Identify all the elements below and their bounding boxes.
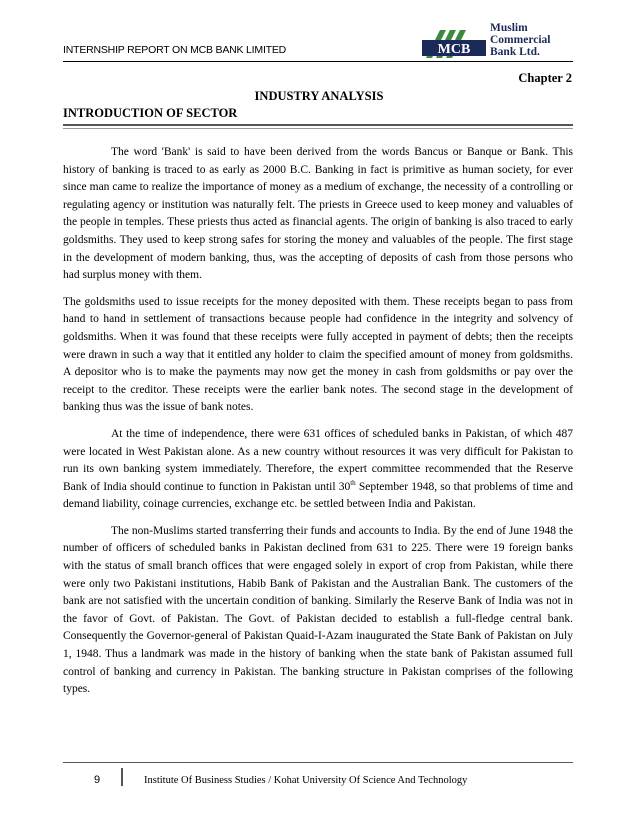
mcb-logo-mark-icon — [420, 20, 488, 64]
paragraph-3-part-2: September 1948, so that problems of time and demand liability, coinage currencies, exchange etc. be settled between India and Pakistan. — [63, 480, 573, 511]
paragraph-4: The non-Muslims started transferring their funds and accounts to India. By the end of June 1948 the number of officers of scheduled banks in Pakistan declined from 631 to 225. There were 19 foreign banks with the status of small branch offices that were engaged solely in export of crop from Pakistan, while there were only two Pakistani institutions, Habib Bank of Pakistan and the Australian Bank. The customers of the bank are not satisfied with the uncertain condition of banking. Similarly the Reserve Bank of India was not in the favor of Govt. of Pakistan. The Govt. of Pakistan decided to establish a full-fledge central bank. Consequently the Governor-general of Pakistan Quaid-I-Azam inaugurated the State Bank of Pakistan on July 1, 1948. Thus a landmark was made in the history of banking when the state bank of Pakistan assumed full control of banking and currency in Pakistan. The banking structure in Pakistan comprises of the following types. — [63, 524, 573, 696]
footer-divider — [121, 768, 123, 786]
footer-institution: Institute Of Business Studies / Kohat University Of Science And Technology — [144, 775, 468, 786]
paragraph-3-part-1: At the time of independence, there were 631 offices of scheduled banks in Pakistan, of which 487 were located in West Pakistan alone. As a new country without resources it was very difficult for Pakistan to run its own banking system immediately. Therefore, the expert committee recommended that the Reserve Bank of India should continue to function in Pakistan until 30 — [63, 427, 573, 493]
chapter-label: Chapter 2 — [518, 71, 572, 85]
subsection-rule-thin — [63, 128, 573, 129]
report-header-title: INTERNSHIP REPORT ON MCB BANK LIMITED — [63, 44, 287, 56]
section-title: INDUSTRY ANALYSIS — [254, 89, 384, 103]
page-number: 9 — [94, 774, 101, 786]
footer-rule — [63, 762, 573, 763]
ordinal-suffix: th — [350, 478, 356, 487]
logo-line-3: Bank Ltd. — [490, 46, 540, 58]
mcb-logo — [420, 20, 572, 66]
subsection-title: INTRODUCTION OF SECTOR — [63, 106, 238, 120]
paragraph-1: The word 'Bank' is said to have been derived from the words Bancus or Banque or Bank. This history of banking is traced to as early as 2000 B.C. Banking in fact is primitive as human society, for ever since man came to realize the importance of money as a medium of exchange, the necessity of a controlling or regulating agency or institution was naturally felt. The priests in Greece used to keep money and valuables of the people in temples. These priests thus acted as financial agents. The origin of banking is also traced to early goldsmiths. They used to keep strong safes for storing the money and valuables of the people. The first stage in the development of modern banking, thus, was the accepting of deposits of cash from those persons who had surplus money with them. — [63, 146, 573, 282]
subsection-rule-thick — [63, 124, 573, 126]
logo-line-2: Commercial — [490, 34, 551, 46]
paragraph-2: The goldsmiths used to issue receipts for the money deposited with them. These receipts began to pass from hand to hand in settlement of transactions because people had confidence in the integrity and solvency of goldsmiths. When it was found that these receipts were fully accepted in payment of debts; then the receipts were drawn in such a way that it entitled any holder to claim the specified amount of money from goldsmiths. A depositor who is to make the payments may now get the money in cash from goldsmiths or pay over the receipt to the creditor. These receipts were the earlier bank notes. The second stage in the development of banking thus was the issue of bank notes. — [63, 295, 573, 414]
logo-abbr: MCB — [437, 42, 471, 57]
paragraph-3 — [63, 426, 573, 514]
body-text — [63, 144, 573, 708]
logo-line-1: Muslim — [490, 22, 528, 34]
